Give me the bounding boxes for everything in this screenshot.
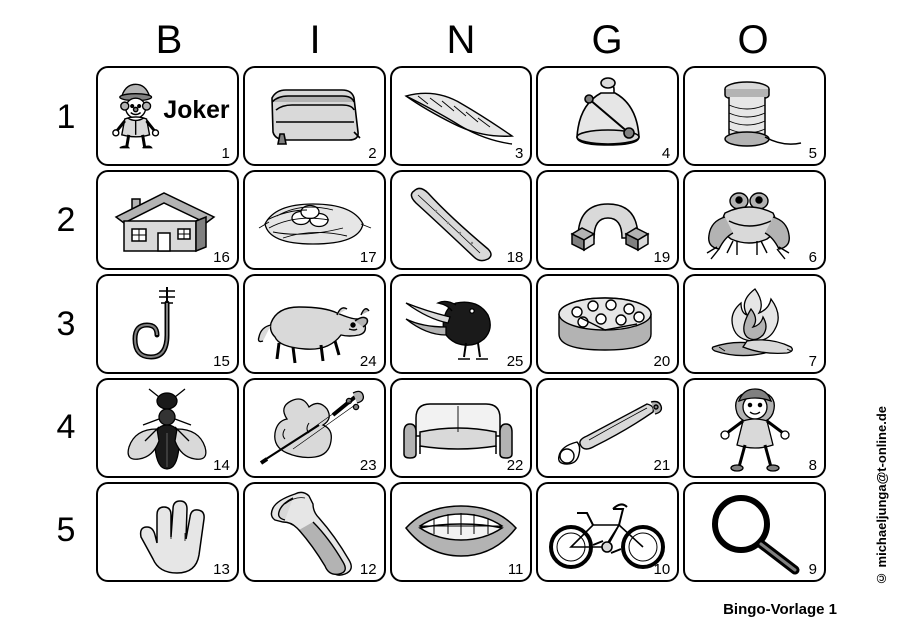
bingo-cell[interactable] <box>390 66 533 166</box>
cell-number: 14 <box>213 457 230 474</box>
cell-number: 17 <box>359 249 377 266</box>
bingo-cell[interactable] <box>390 274 533 374</box>
bingo-cell[interactable] <box>243 274 386 374</box>
column-header-o: O <box>737 18 769 62</box>
cell-number: 7 <box>808 353 817 370</box>
cell-number: 25 <box>506 353 524 370</box>
column-header-n: N <box>446 18 476 62</box>
cell-number: 23 <box>359 457 377 474</box>
bingo-cell[interactable] <box>96 274 239 374</box>
bingo-cell[interactable] <box>96 378 239 478</box>
bingo-cell[interactable] <box>390 482 533 582</box>
bingo-cell[interactable] <box>536 482 679 582</box>
cell-number: 16 <box>213 249 230 266</box>
column-header-i: I <box>309 18 321 62</box>
cell-number: 13 <box>213 561 230 578</box>
copyright-notice: © michaeljunga@t-online.de <box>874 405 889 586</box>
cell-number: 24 <box>359 353 377 370</box>
magnifying-glass-icon <box>685 484 824 580</box>
thread-spool-icon <box>685 68 824 164</box>
campfire-icon <box>685 276 824 372</box>
bingo-cell[interactable] <box>243 170 386 270</box>
bingo-cell[interactable] <box>683 378 826 478</box>
row-label-4: 4 <box>56 407 76 446</box>
bingo-cell[interactable] <box>683 482 826 582</box>
cell-number: 5 <box>808 145 817 162</box>
pencil-case-icon <box>245 68 384 164</box>
joker-clown-icon <box>98 68 237 164</box>
column-headers <box>96 16 826 64</box>
cell-number: 6 <box>808 249 817 266</box>
row-label-5: 5 <box>56 510 76 549</box>
bingo-cell[interactable] <box>96 170 239 270</box>
bingo-cell[interactable] <box>243 66 386 166</box>
bingo-cell[interactable] <box>536 170 679 270</box>
cell-number: 3 <box>515 145 524 162</box>
page-title: Bingo-Vorlage 1 <box>723 601 837 618</box>
bingo-cell[interactable] <box>536 274 679 374</box>
doll-icon <box>685 380 824 476</box>
cell-number: 15 <box>213 353 230 370</box>
feather-icon <box>392 68 531 164</box>
cell-number: 1 <box>221 145 230 162</box>
cell-number: 9 <box>808 561 817 578</box>
cell-number: 18 <box>506 249 524 266</box>
bell-icon <box>538 68 677 164</box>
column-header-g: G <box>591 18 623 62</box>
bingo-cell[interactable] <box>96 66 239 166</box>
bingo-grid <box>96 66 826 582</box>
cell-number: 8 <box>808 457 817 474</box>
bingo-cell[interactable] <box>683 274 826 374</box>
cell-number: 11 <box>507 561 524 578</box>
bingo-cell[interactable] <box>536 66 679 166</box>
cell-number: 2 <box>368 145 377 162</box>
frog-icon <box>685 172 824 268</box>
row-label-2: 2 <box>56 201 76 240</box>
cell-number: 21 <box>653 457 671 474</box>
bingo-cell[interactable] <box>243 482 386 582</box>
cell-number: 19 <box>653 249 671 266</box>
bingo-cell[interactable] <box>683 170 826 270</box>
cell-number: 22 <box>506 457 524 474</box>
joker-label: Joker <box>163 96 230 124</box>
bingo-cell[interactable] <box>390 378 533 478</box>
row-label-3: 3 <box>56 304 76 343</box>
bingo-cell[interactable] <box>536 378 679 478</box>
bingo-cell[interactable] <box>243 378 386 478</box>
cell-number: 10 <box>653 561 671 578</box>
row-label-1: 1 <box>56 98 76 137</box>
cell-number: 12 <box>359 561 377 578</box>
cell-number: 4 <box>661 145 671 162</box>
bingo-cell[interactable] <box>96 482 239 582</box>
row-labels <box>40 66 92 582</box>
bingo-cell[interactable] <box>683 66 826 166</box>
cell-number: 20 <box>653 353 671 370</box>
column-header-b: B <box>155 18 183 62</box>
bingo-cell[interactable] <box>390 170 533 270</box>
